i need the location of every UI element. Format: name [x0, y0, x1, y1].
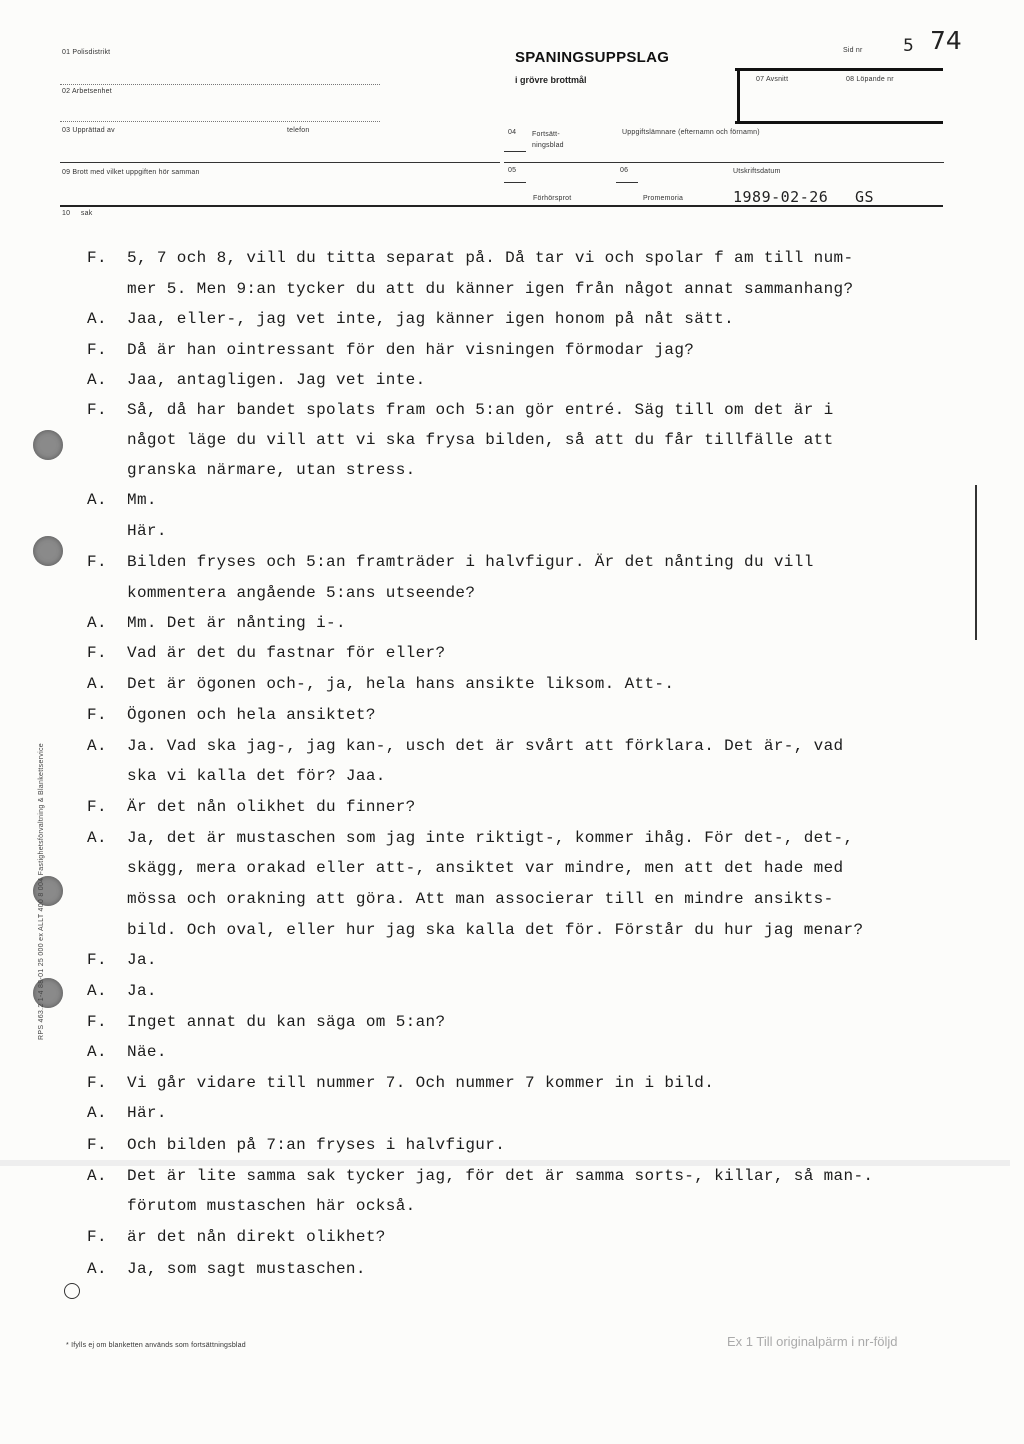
speaker-label: A. — [87, 491, 107, 509]
transcript-line: skägg, mera orakad eller att-, ansiktet var mindre, men att det hade med — [127, 859, 844, 877]
field-05-label: Förhörsprot — [533, 195, 572, 202]
transcript-line: Är det nån olikhet du finner? — [127, 798, 416, 816]
side-code-text: RPS 463.2 1-4 88-01 25 000 ex ALLT 400 8 004 — [38, 875, 45, 1040]
speaker-label: F. — [87, 1013, 107, 1031]
transcript-line: Och bilden på 7:an fryses i halvfigur. — [127, 1136, 506, 1154]
transcript-line: Jaa, antagligen. Jag vet inte. — [127, 371, 426, 389]
transcript-line: Här. — [127, 1104, 167, 1122]
transcript-line: granska närmare, utan stress. — [127, 461, 416, 479]
transcript-line: är det nån direkt olikhet? — [127, 1228, 386, 1246]
speaker-label: F. — [87, 401, 107, 419]
speaker-label: A. — [87, 614, 107, 632]
divider — [737, 68, 740, 121]
checkbox-line — [616, 182, 638, 183]
transcript-line: förutom mustaschen här också. — [127, 1197, 416, 1215]
field-02-label: 02 Arbetsenhet — [62, 88, 112, 95]
field-10-sak: sak — [80, 210, 93, 217]
speaker-label: A. — [87, 310, 107, 328]
checkbox-line — [504, 182, 526, 183]
transcript-line: Det är lite samma sak tycker jag, för det är samma sorts-, killar, så man-. — [127, 1167, 874, 1185]
transcript-line: ska vi kalla det för? Jaa. — [127, 767, 386, 785]
speaker-label: A. — [87, 982, 107, 1000]
field-03-phone-label: telefon — [287, 127, 310, 134]
transcript-line: något läge du vill att vi ska frysa bilden, så att du får tillfälle att — [127, 431, 834, 449]
speaker-label: A. — [87, 371, 107, 389]
field-10-num: 10 — [62, 210, 71, 217]
sid-number-handwritten: 74 — [930, 26, 962, 55]
checkbox-line — [504, 151, 526, 152]
field-04-label: Fortsätt- — [532, 131, 560, 138]
print-date: 1989-02-26 — [733, 188, 829, 206]
transcript-line: mer 5. Men 9:an tycker du att du känner igen från något annat sammanhang? — [127, 280, 854, 298]
sid-label: Sid nr — [843, 47, 863, 54]
transcript-line: kommentera angående 5:ans utseende? — [127, 584, 476, 602]
field-06-num: 06 — [620, 167, 629, 174]
initials: GS — [855, 188, 875, 206]
divider — [60, 84, 380, 85]
transcript-line: Det är ögonen och-, ja, hela hans ansikte liksom. Att-. — [127, 675, 675, 693]
footer-copy-note: Ex 1 Till originalpärm i nr-följd — [727, 1334, 898, 1349]
transcript-line: Här. — [127, 522, 167, 540]
speaker-label: F. — [87, 706, 107, 724]
form-title: SPANINGSUPPSLAG — [515, 49, 670, 66]
transcript-line: Ja. — [127, 982, 157, 1000]
transcript-line: Vad är det du fastnar för eller? — [127, 644, 446, 662]
speaker-label: A. — [87, 1104, 107, 1122]
speaker-label: F. — [87, 951, 107, 969]
transcript-line: Så, då har bandet spolats fram och 5:an gör entré. Säg till om det är i — [127, 401, 834, 419]
speaker-label: F. — [87, 798, 107, 816]
speaker-label: F. — [87, 553, 107, 571]
transcript-line: Jaa, eller-, jag vet inte, jag känner igen honom på nåt sätt. — [127, 310, 735, 328]
field-04-label-2: ningsblad — [532, 142, 564, 149]
form-subtitle: i grövre brottmål — [515, 75, 587, 85]
field-09-label: 09 Brott med vilket uppgiften hör samman — [62, 169, 200, 176]
circle-mark — [64, 1283, 80, 1299]
speaker-label: F. — [87, 341, 107, 359]
punch-hole — [33, 536, 63, 566]
divider — [735, 121, 943, 124]
sid-number-small: 5 — [903, 36, 914, 56]
transcript-line: bild. Och oval, eller hur jag ska kalla det för. Förstår du hur jag menar? — [127, 921, 864, 939]
side-print-code — [38, 743, 45, 1040]
transcript-line: Bilden fryses och 5:an framträder i halvfigur. Är det nånting du vill — [127, 553, 814, 571]
punch-hole — [33, 430, 63, 460]
field-08-label: 08 Löpande nr — [846, 76, 894, 83]
transcript-line: Då är han ointressant för den här visningen förmodar jag? — [127, 341, 695, 359]
field-10-label — [62, 210, 92, 217]
utskrift-label: Utskriftsdatum — [733, 168, 781, 175]
field-04-num: 04 — [508, 129, 517, 136]
speaker-label: A. — [87, 1043, 107, 1061]
transcript-line: Vi går vidare till nummer 7. Och nummer 7 kommer in i bild. — [127, 1074, 715, 1092]
transcript-line: mössa och orakning att göra. Att man associerar till en mindre ansikts- — [127, 890, 834, 908]
transcript-line: 5, 7 och 8, vill du titta separat på. Då tar vi och spolar f am till num- — [127, 249, 854, 267]
divider — [504, 162, 944, 163]
transcript-line: Inget annat du kan säga om 5:an? — [127, 1013, 446, 1031]
transcript-line: Ja. Vad ska jag-, jag kan-, usch det är svårt att förklara. Det är-, vad — [127, 737, 844, 755]
side-code-text-2: Fastighetsförvaltning & Blankettservice — [38, 743, 45, 876]
footer-note: * Ifylls ej om blanketten används som fortsättningsblad — [66, 1342, 246, 1349]
speaker-label: F. — [87, 249, 107, 267]
divider — [60, 121, 380, 122]
speaker-label: A. — [87, 737, 107, 755]
speaker-label: F. — [87, 1074, 107, 1092]
field-03-label: 03 Upprättad av — [62, 127, 115, 134]
transcript-line: Ja, som sagt mustaschen. — [127, 1260, 366, 1278]
transcript-line: Mm. Det är nånting i-. — [127, 614, 346, 632]
speaker-label: A. — [87, 829, 107, 847]
transcript-line: Mm. — [127, 491, 157, 509]
field-05-num: 05 — [508, 167, 517, 174]
speaker-label: F. — [87, 644, 107, 662]
speaker-label: A. — [87, 1260, 107, 1278]
transcript-line: Ja. — [127, 951, 157, 969]
transcript-line: Ja, det är mustaschen som jag inte riktigt-, kommer ihåg. För det-, det-, — [127, 829, 854, 847]
speaker-label: A. — [87, 675, 107, 693]
speaker-label: A. — [87, 1167, 107, 1185]
divider — [735, 68, 943, 71]
margin-mark — [975, 485, 977, 640]
transcript-line: Ögonen och hela ansiktet? — [127, 706, 376, 724]
field-07-label: 07 Avsnitt — [756, 76, 789, 83]
transcript-line: Näe. — [127, 1043, 167, 1061]
speaker-label: F. — [87, 1136, 107, 1154]
field-06-label: Promemoria — [643, 195, 684, 202]
field-04b-label: Uppgiftslämnare (efternamn och förnamn) — [622, 129, 760, 136]
field-01-label: 01 Polisdistrikt — [62, 49, 111, 56]
scan-band — [0, 1160, 1010, 1166]
divider — [60, 162, 500, 163]
speaker-label: F. — [87, 1228, 107, 1246]
